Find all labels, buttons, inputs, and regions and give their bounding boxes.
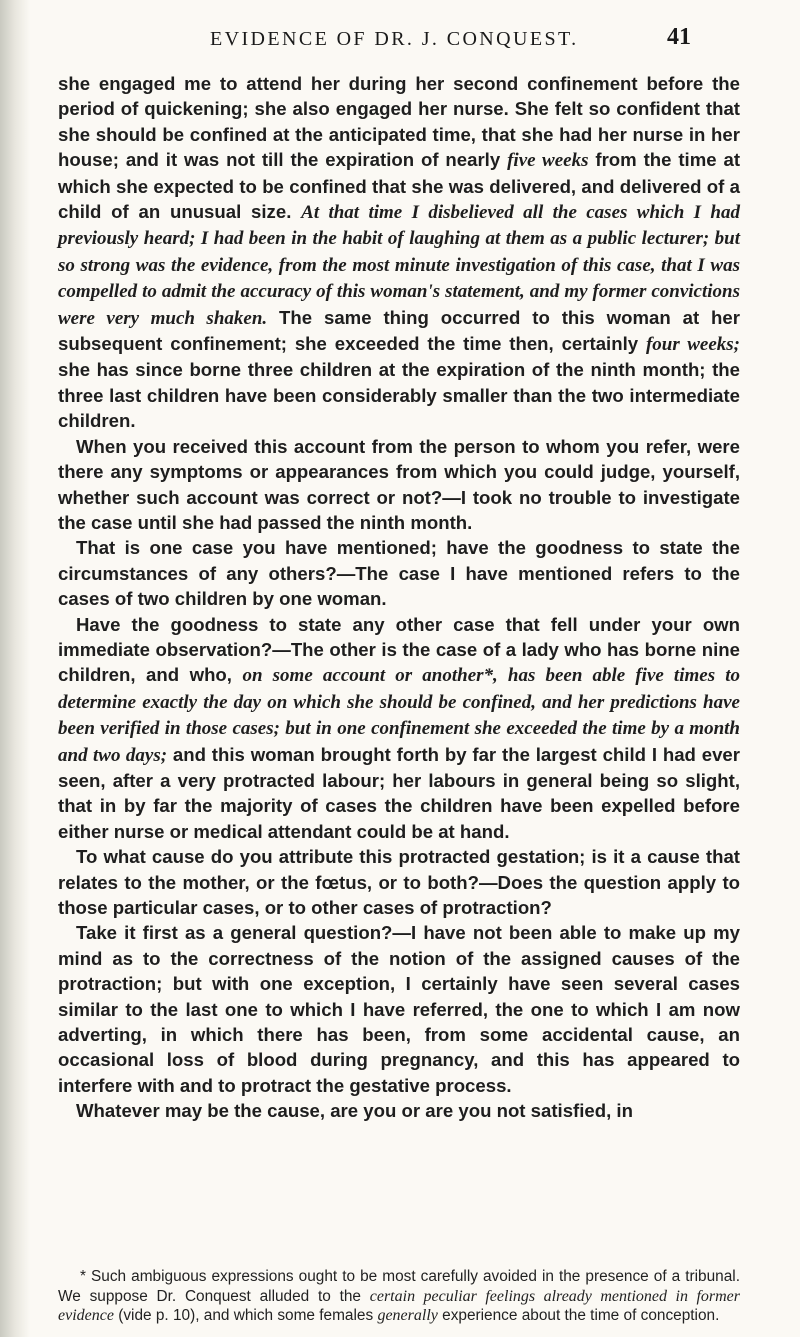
text-run: Take it first as a general question?—I have not been able to make up my mind as to the correctness of the notion of the assigned causes of the protraction; but with one exception, I certainly have seen several cases similar to the last one to which I have referred, the one to which I am now adverting, in which there has been, from some accidental cause, an occasional loss of blood during pregnancy, and this has appeared to interfere with and to protract the gestative process.: [58, 922, 740, 1096]
text-run: and this woman brought forth by far the largest child I had ever seen, after a very protracted labour; her labours in general being so slight, that in by far the majority of cases the children have been expelled before either nurse or medical attendant could be at hand.: [58, 743, 740, 842]
paragraph: [58, 612, 740, 845]
text-run: Whatever may be the cause, are you or are you not satisfied, in: [76, 1100, 633, 1122]
text-run: experience about the time of conception.: [437, 1307, 720, 1325]
page-header: [0, 20, 800, 60]
italic-text: on some account or another*, has been able five times to determine exactly the day on which she should be confined, and her predictions have been verified in those cases; but in one confinement she exceeded the time by a month and two days;: [58, 665, 740, 766]
italic-text: certain peculiar feelings already mentioned in former evidence: [58, 1287, 740, 1325]
italic-text: five weeks: [507, 150, 589, 172]
paragraph: [58, 434, 740, 536]
text-run: * Such ambiguous expressions ought to be most carefully avoided in the presence of a tribunal. We suppose Dr. Conquest alluded to the: [58, 1268, 740, 1305]
text-run: (vide p. 10), and which some females: [113, 1307, 378, 1325]
text-run: When you received this account from the person to whom you refer, were there any symptoms or appearances from which you could judge, yourself, whether such account was correct or not?—I took no trouble to investigate the case until she had passed the ninth month.: [58, 435, 740, 533]
running-head: EVIDENCE OF DR. J. CONQUEST.: [210, 28, 579, 50]
text-run: The same thing occurred to this woman at her subsequent confinement; she exceeded the time then, certainly: [58, 306, 740, 355]
text-run: from the time at which she expected to be confined that she was delivered, and delivered of a child of an unusual size.: [58, 149, 741, 223]
paragraph: [58, 1098, 740, 1123]
italic-text: At that time I disbelieved all the cases which I had previously heard; I had been in the habit of laughing at them as a public lecturer; but so strong was the evidence, from the most minute investigation of this case, that I was compelled to admit the accuracy of this woman's statement, and my former convictions were very much shaken.: [58, 202, 740, 329]
text-run: That is one case you have mentioned; have the goodness to state the circumstances of any others?—The case I have mentioned refers to the cases of two children by one woman.: [58, 537, 740, 610]
text-run: To what cause do you attribute this protracted gestation; is it a cause that relates to the mother, or the fœtus, or to both?—Does the question apply to those particular cases, or to other cases of protraction?: [58, 846, 740, 918]
paragraph: [58, 844, 740, 920]
italic-text: four weeks;: [645, 334, 740, 356]
body-text: [58, 71, 740, 1124]
text-run: she has since borne three children at the expiration of the ninth month; the three last children have been considerably smaller than the two intermediate children.: [58, 359, 740, 432]
paragraph: [58, 920, 740, 1098]
text-run: Have the goodness to state any other case that fell under your own immediate observation?—The other is the case of a lady who has borne nine children, and who,: [58, 613, 740, 686]
text-run: she engaged me to attend her during her second confinement before the period of quickening; she also engaged her nurse. She felt so confident that she should be confined at the anticipated time, that she had her nurse in her house; and it was not till the expiration of nearly: [58, 73, 740, 171]
paragraph: [58, 71, 740, 434]
footnote: [58, 1267, 740, 1326]
italic-text: generally: [377, 1307, 438, 1325]
paragraph: [58, 535, 740, 611]
binding-edge-shadow: [0, 0, 30, 1337]
page-number: 41: [667, 24, 691, 50]
footnote-text: [58, 1267, 740, 1326]
